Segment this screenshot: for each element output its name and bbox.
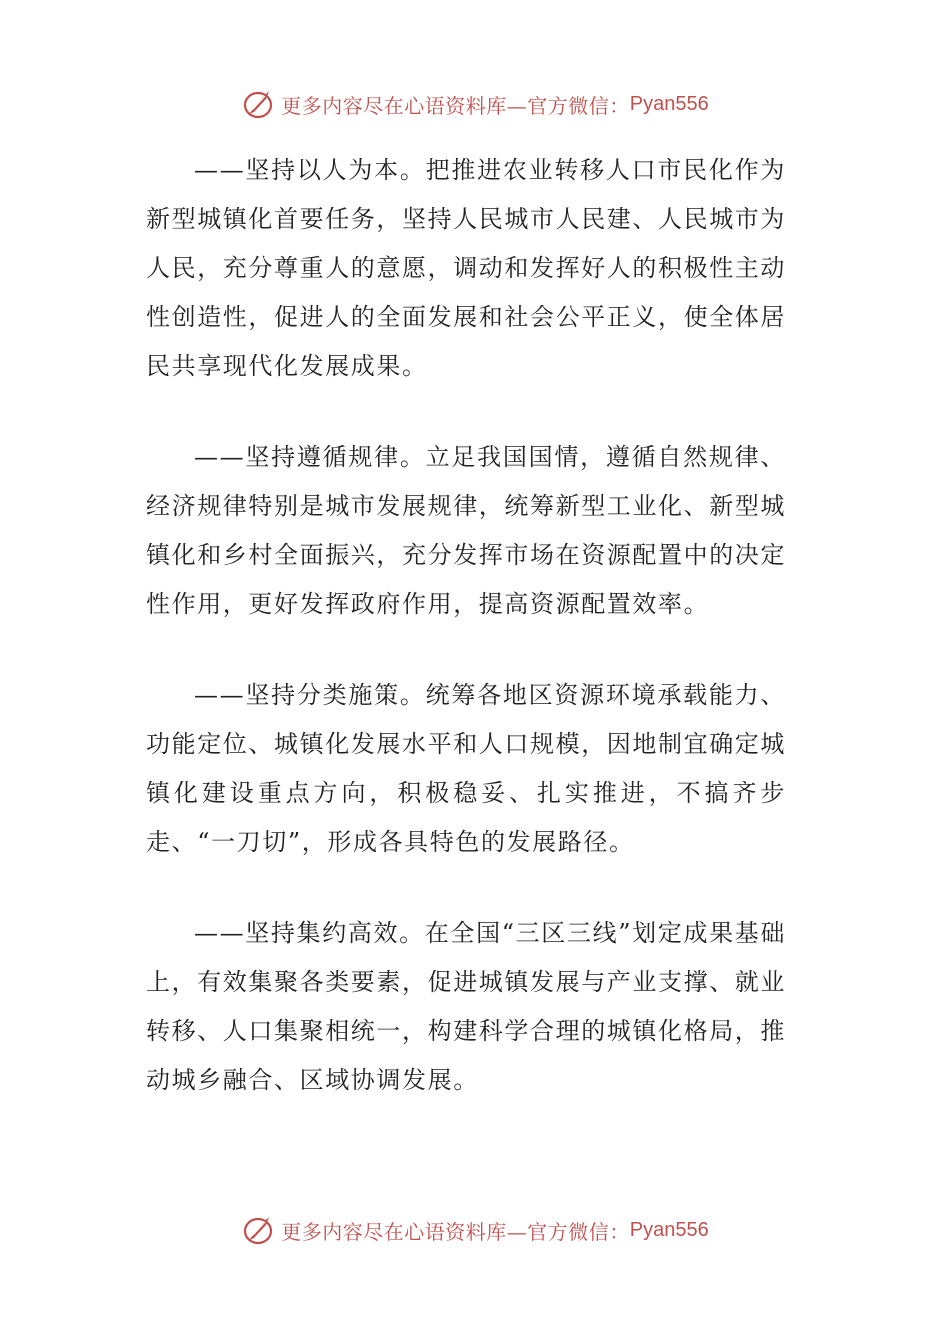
paragraph-classified-policy: ——坚持分类施策。统筹各地区资源环境承载能力、功能定位、城镇化发展水平和人口规模，因地制宜确定城镇化建设重点方向，积极稳妥、扎实推进，不搞齐步走、“一刀切”，形成各具特色的发展路径。	[146, 681, 786, 856]
quill-pen-circle-icon	[241, 1213, 277, 1247]
header-banner	[0, 84, 950, 124]
footer-banner-text: 更多内容尽在心语资料库—官方微信：	[281, 1219, 630, 1244]
document-body	[146, 146, 786, 1147]
header-banner-text: 更多内容尽在心语资料库—官方微信：	[281, 93, 630, 118]
paragraph-people-centered: ——坚持以人为本。把推进农业转移人口市民化作为新型城镇化首要任务，坚持人民城市人民建、人民城市为人民，充分尊重人的意愿，调动和发挥好人的积极性主动性创造性，促进人的全面发展和社会公平正义，使全体居民共享现代化发展成果。	[146, 156, 786, 380]
quill-pen-circle-icon	[241, 87, 277, 121]
paragraph-follow-laws: ——坚持遵循规律。立足我国国情，遵循自然规律、经济规律特别是城市发展规律，统筹新型工业化、新型城镇化和乡村全面振兴，充分发挥市场在资源配置中的决定性作用，更好发挥政府作用，提高资源配置效率。	[146, 443, 786, 618]
header-wechat-id: Pyan556	[629, 92, 709, 115]
footer-banner	[0, 1210, 950, 1250]
footer-wechat-id: Pyan556	[629, 1218, 709, 1241]
paragraph-intensive-efficient: ——坚持集约高效。在全国“三区三线”划定成果基础上，有效集聚各类要素，促进城镇发展与产业支撑、就业转移、人口集聚相统一，构建科学合理的城镇化格局，推动城乡融合、区域协调发展。	[146, 919, 786, 1094]
